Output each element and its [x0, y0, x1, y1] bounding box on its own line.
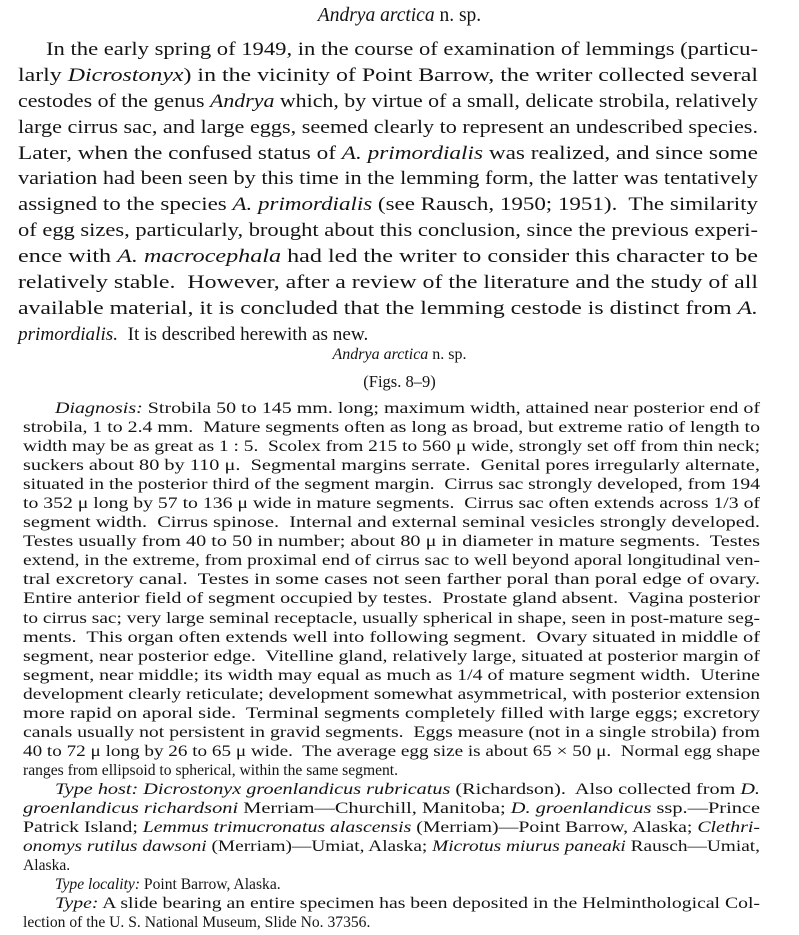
text-line: variation had been seen by this time in the lemming form, the latter was tentatively [18, 168, 758, 190]
type-specimen-paragraph [23, 894, 760, 932]
text-line: ranges from ellipsoid to spherical, within the same segment. [23, 761, 399, 779]
text-line: assigned to the species A. primordialis (see Rausch, 1950; 1951). The similarity [18, 194, 758, 216]
text-line: extend, in the extreme, from proximal end of cirrus sac to well beyond aporal longitudinal ven- [23, 552, 760, 570]
type-locality-paragraph [23, 875, 760, 894]
section-heading: Andrya arctica n. sp. [317, 5, 482, 26]
text-line: situated in the posterior third of the segment margin. Cirrus sac strongly developed, from 194 [23, 476, 760, 494]
text-line: cestodes of the genus Andrya which, by virtue of a small, delicate strobila, relatively [18, 90, 758, 112]
text-line: to cirrus sac; very large seminal receptacle, usually spherical in shape, seen in post-mature seg- [23, 609, 760, 627]
type-host-paragraph [23, 780, 760, 875]
text-line: ence with A. macrocephala had led the writer to consider this character to be [18, 246, 758, 268]
species-subheading: Andrya arctica n. sp. [332, 346, 467, 363]
intro-paragraph [18, 37, 758, 348]
text-line: available material, it is concluded that the lemming cestode is distinct from A. [18, 297, 758, 319]
text-line: to 352 μ long by 57 to 136 μ wide in mature segments. Cirrus sac often extends across 1/3 of [23, 495, 760, 513]
text-line: more rapid on aporal side. Terminal segments completely filled with large eggs; excretory [23, 704, 760, 722]
species-name: Andrya arctica [317, 5, 435, 26]
text-line: large cirrus sac, and large eggs, seemed clearly to represent an undescribed species. [18, 116, 758, 138]
text-line: Patrick Island; Lemmus trimucronatus alascensis (Merriam)—Point Barrow, Alaska; Clethri- [23, 819, 760, 837]
text-line: lection of the U. S. National Museum, Slide No. 37356. [23, 914, 371, 932]
text-line: In the early spring of 1949, in the course of examination of lemmings (particu- [46, 39, 759, 60]
text-line: primordialis. It is described herewith as new. [18, 323, 369, 345]
text-line: Diagnosis: Strobila 50 to 145 mm. long; maximum width, attained near posterior end of [55, 400, 760, 417]
text-line: Testes usually from 40 to 50 in number; about 80 μ in diameter in mature segments. Testes [23, 533, 760, 551]
text-line: Later, when the confused status of A. primordialis was realized, and since some [18, 142, 759, 164]
text-line: width may be as great as 1 : 5. Scolex from 215 to 560 μ wide, strongly set off from thin neck; [23, 438, 760, 456]
text-line: Type locality: Point Barrow, Alaska. [55, 876, 281, 893]
text-line: onomys rutilus dawsoni (Merriam)—Umiat, Alaska; Microtus miurus paneaki Rausch—Umiat, [23, 838, 760, 856]
text-line: relatively stable. However, after a review of the literature and the study of all [18, 272, 758, 294]
text-line: tral excretory canal. Testes in some cases not seen farther poral than poral edge of ovary. [23, 571, 760, 589]
text-line: Type: A slide bearing an entire specimen has been deposited in the Helminthological Col- [55, 895, 760, 912]
text-line: segment, near posterior edge. Vitelline gland, relatively large, situated at posterior margin of [23, 647, 761, 665]
text-line: segment width. Cirrus spinose. Internal and external seminal vesicles strongly developed. [23, 514, 760, 532]
text-line: of egg sizes, particularly, brought about this conclusion, since the previous experi- [18, 220, 758, 242]
diagnosis-paragraph [23, 399, 760, 780]
text-line: suckers about 80 by 110 μ. Segmental margins serrate. Genital pores irregularly alternate, [23, 457, 760, 475]
text-line: development clearly reticulate; development somewhat asymmetrical, with posterior extension [23, 685, 760, 703]
text-line: Entire anterior field of segment occupied by testes. Prostate gland absent. Vagina posterior [23, 590, 760, 608]
text-line: canals usually not persistent in gravid segments. Eggs measure (not in a single strobila) from [23, 723, 760, 741]
figures-reference: (Figs. 8–9) [363, 372, 436, 391]
text-line: Type host: Dicrostonyx groenlandicus rubricatus (Richardson). Also collected from D. [55, 781, 760, 798]
text-line: Alaska. [23, 857, 71, 875]
text-line: 40 to 72 μ long by 26 to 65 μ wide. The average egg size is about 65 × 50 μ. Normal egg shape [23, 742, 760, 760]
text-line: larly Dicrostonyx) in the vicinity of Point Barrow, the writer collected several [18, 64, 758, 86]
text-line: segment, near middle; its width may equal as much as 1/4 of mature segment width. Uterine [23, 666, 760, 684]
text-line: ments. This organ often extends well into following segment. Ovary situated in middle of [23, 628, 760, 646]
text-line: groenlandicus richardsoni Merriam—Churchill, Manitoba; D. groenlandicus ssp.—Prince [23, 800, 760, 818]
text-line: strobila, 1 to 2.4 mm. Mature segments often as long as broad, but extreme ratio of length to [23, 419, 760, 437]
